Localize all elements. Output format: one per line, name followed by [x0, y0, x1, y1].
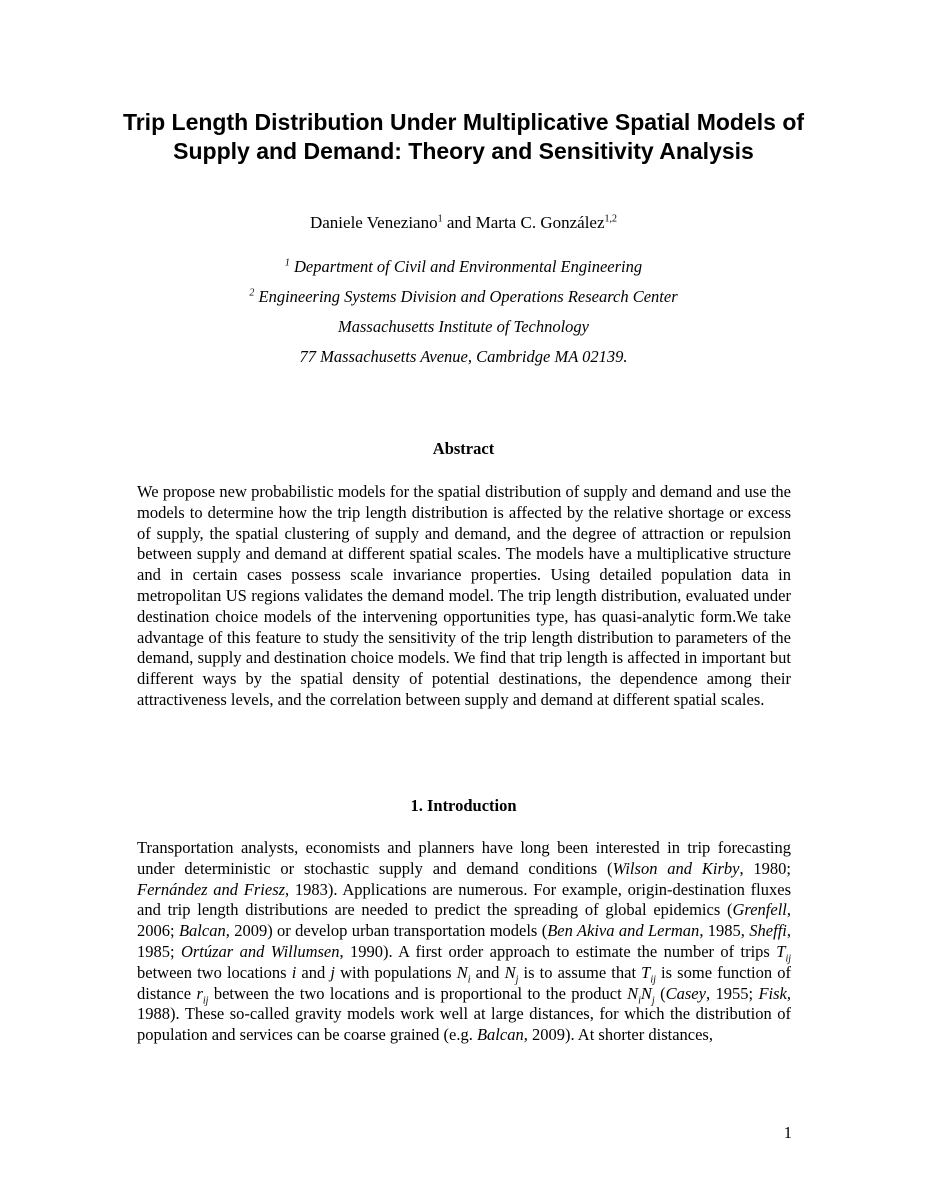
italic-run: Ortúzar and Willumsen: [180, 941, 340, 961]
author-line: [0, 212, 927, 234]
page-number: 1: [783, 1123, 792, 1142]
italic-run: Casey: [665, 983, 706, 1003]
text-run: is some function of distance: [137, 962, 792, 1003]
affiliation-institution: Massachusetts Institute of Technology: [338, 317, 589, 336]
italic-run: Ben Akiva and Lerman: [547, 921, 700, 941]
italic-run: i: [291, 962, 297, 982]
math-subscript: j: [515, 974, 519, 986]
italic-run: N: [456, 962, 468, 982]
affiliation-2-mark: 2: [249, 287, 255, 299]
text-run: , 2009). At shorter distances,: [523, 1025, 713, 1045]
author-2: Marta C. González: [475, 213, 605, 232]
author-1-affiliation-mark: 1: [437, 213, 443, 225]
math-subscript: i: [638, 994, 641, 1006]
text-run: and: [296, 962, 331, 982]
italic-run: Grenfell: [732, 900, 787, 920]
italic-run: T: [641, 962, 651, 982]
math-subscript: j: [651, 994, 655, 1006]
italic-run: Fisk: [758, 983, 787, 1003]
author-connector: and: [442, 213, 476, 232]
text-run: between two locations: [137, 962, 292, 982]
italic-run: N: [504, 962, 516, 982]
affiliation-1: [0, 256, 927, 278]
italic-run: r: [196, 983, 203, 1003]
italic-run: Balcan: [178, 921, 226, 941]
text-run: between the two locations and is proportional to the product: [208, 983, 628, 1003]
author-2-affiliation-mark: 1,2: [604, 213, 618, 225]
text-run: , 1990). A first order approach to estimate the number of trips: [339, 941, 777, 961]
italic-run: Balcan: [476, 1025, 524, 1045]
author-1: Daniele Veneziano: [309, 213, 438, 232]
math-subscript: ij: [202, 994, 209, 1006]
text-run: , 2006;: [137, 900, 791, 941]
text-run: , 1985,: [699, 921, 750, 941]
text-run: with populations: [334, 962, 457, 982]
affiliation-1-text: Department of Civil and Environmental Engineering: [293, 257, 643, 276]
abstract-text: We propose new probabilistic models for the spatial distribution of supply and demand and use the models to determine how the trip length distribution is affected by the relative shortage or excess of supply, the spatial clustering of supply and demand, and the degree of attraction or repulsion between supply and demand at different spatial scales. The models have a multiplicative structure and in certain cases possess scale invariance properties. Using detailed population data in metropolitan US regions validates the demand model. The trip length distribution, evaluated under destination choice models of the intervening opportunities type, has quasi-analytic form.We take advantage of this feature to study the sensitivity of the trip length distribution to parameters of the demand, supply and destination choice models. We find that trip length is affected in important but different ways by the spatial density of potential destinations, the dependence among their attractiveness levels, and the correlation between supply and demand at different spatial scales.: [137, 482, 791, 709]
paper-title: Trip Length Distribution Under Multiplicative Spatial Models of Supply and Demand: Theory and Sensitivity Analysis: [122, 109, 805, 164]
abstract-heading: Abstract: [432, 439, 495, 458]
text-run: , 1985;: [137, 921, 791, 961]
italic-run: N: [627, 983, 639, 1003]
text-run: , 1980;: [739, 858, 791, 878]
introduction-heading: 1. Introduction: [410, 796, 517, 815]
italic-run: N: [640, 983, 652, 1003]
text-run: (: [654, 983, 666, 1003]
italic-run: T: [776, 941, 786, 961]
text-run: and: [470, 962, 505, 982]
italic-run: Sheffi: [749, 921, 787, 941]
text-run: , 1988). These so-called gravity models work well at large distances, for which the distribution of population and services can be coarse grained (e.g.: [137, 983, 791, 1045]
text-run: , 1983). Applications are numerous. For example, origin-destination fluxes and trip length distributions are needed to predict the spreading of global epidemics (: [137, 879, 791, 920]
text-run: , 2009) or develop urban transportation models (: [225, 921, 548, 941]
text-run: , 1955;: [705, 983, 759, 1003]
text-run: Transportation analysts, economists and planners have long been interested in trip forecasting under deterministic or stochastic supply and demand conditions (: [137, 838, 791, 878]
italic-run: Wilson and Kirby: [612, 858, 740, 878]
affiliation-2: [0, 286, 927, 308]
affiliation-address: 77 Massachusetts Avenue, Cambridge MA 02139.: [299, 347, 628, 366]
text-run: is to assume that: [518, 962, 642, 982]
italic-run: j: [330, 962, 335, 982]
math-subscript: ij: [785, 953, 791, 965]
italic-run: Fernández and Friesz: [137, 879, 286, 899]
introduction-paragraph: [137, 838, 791, 1046]
affiliation-1-mark: 1: [284, 257, 290, 269]
math-subscript: i: [467, 974, 471, 986]
math-subscript: ij: [650, 974, 656, 986]
affiliation-2-text: Engineering Systems Division and Operations Research Center: [258, 287, 678, 306]
